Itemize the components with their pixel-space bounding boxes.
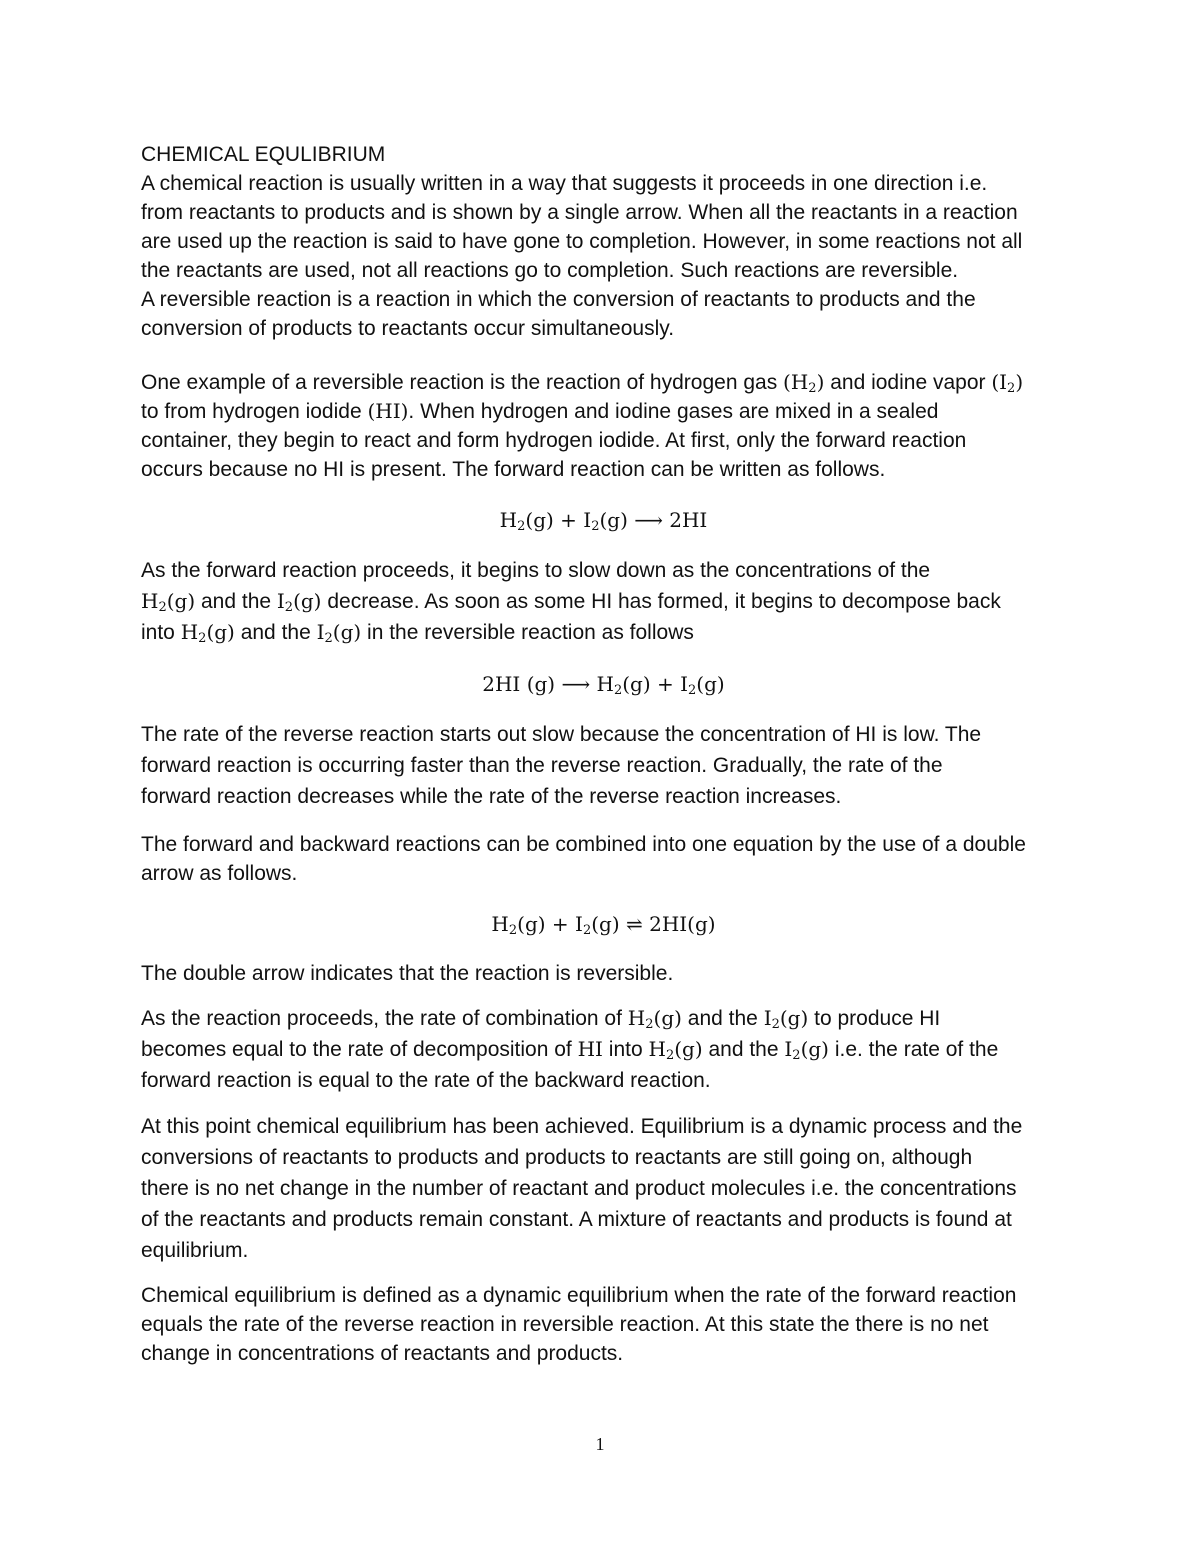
equation-equilibrium	[141, 910, 1066, 939]
paragraph-achieved	[141, 1111, 1066, 1266]
math-run: H	[491, 912, 509, 936]
math-run: H	[180, 620, 199, 644]
text-line	[141, 617, 1066, 648]
math-run: I	[680, 672, 689, 696]
math-run: (I	[991, 370, 1008, 394]
text-line: occurs because no HI is present. The forward reaction can be written as follows.	[141, 458, 886, 481]
text-line: the reactants are used, not all reactions go to completion. Such reactions are reversible.	[141, 259, 959, 282]
text-run: in the reversible reaction as follows	[361, 621, 694, 644]
subscript: 2	[688, 683, 697, 698]
text-line: change in concentrations of reactants and products.	[141, 1342, 624, 1365]
math-hi: HI	[577, 1037, 603, 1061]
math-run: (g)	[653, 1006, 682, 1030]
page-title: CHEMICAL EQULIBRIUM	[141, 143, 386, 166]
text-line	[141, 397, 1066, 426]
math-run: I	[316, 620, 325, 644]
text-line: forward reaction is occurring faster than the reverse reaction. Gradually, the rate of the	[141, 754, 943, 777]
subscript: 2	[517, 519, 526, 534]
math-i2g	[317, 620, 362, 644]
text-run: into	[602, 1038, 649, 1061]
math-run: (g) +	[525, 508, 584, 532]
subscript: 2	[582, 923, 592, 938]
math-run: I	[575, 912, 583, 936]
document-page	[141, 140, 1066, 1368]
subscript: 2	[158, 600, 167, 615]
math-run: (g)	[696, 672, 725, 696]
text-line: arrow as follows.	[141, 862, 298, 885]
math-h2g	[181, 620, 235, 644]
math-i2	[991, 370, 1023, 394]
paragraph-forward	[141, 555, 1066, 648]
text-run: and the	[702, 1038, 785, 1061]
math-run: )	[816, 370, 825, 394]
math-i2g	[764, 1006, 809, 1030]
math-i2g	[277, 589, 322, 613]
math-run: I	[583, 508, 592, 532]
paragraph-proceeds	[141, 1003, 1066, 1096]
paragraph-combined	[141, 830, 1066, 888]
text-line: are used up the reaction is said to have gone to completion. However, in some reactions not all	[141, 230, 1023, 253]
text-line: conversions of reactants to products and products to reactants are still going on, although	[141, 1146, 973, 1169]
paragraph-example	[141, 368, 1066, 484]
subscript: 2	[645, 1017, 654, 1032]
math-run: 2HI (g) ⟶ H	[482, 672, 614, 696]
math-run: H	[141, 589, 159, 613]
text-run: and iodine vapor	[824, 371, 992, 394]
math-run: H	[627, 1006, 646, 1030]
math-run: H	[499, 508, 518, 532]
text-line: At this point chemical equilibrium has been achieved. Equilibrium is a dynamic process and the	[141, 1115, 1023, 1138]
text-line: The forward and backward reactions can be combined into one equation by the use of a double	[141, 833, 1026, 856]
text-line: equals the rate of the reverse reaction in reversible reaction. At this state the there is no net	[141, 1313, 989, 1336]
subscript: 2	[771, 1017, 780, 1032]
math-run: (g)	[674, 1037, 703, 1061]
text-line	[141, 1003, 1066, 1034]
paragraph-double-arrow: The double arrow indicates that the reaction is reversible.	[141, 962, 674, 985]
text-line: there is no net change in the number of reactant and product molecules i.e. the concentrations	[141, 1177, 1017, 1200]
text-line: Chemical equilibrium is defined as a dynamic equilibrium when the rate of the forward reaction	[141, 1284, 1017, 1307]
text-line: from reactants to products and is shown by a single arrow. When all the reactants in a reaction	[141, 201, 1018, 224]
equation-forward	[141, 506, 1066, 535]
page-number: 1	[595, 1434, 605, 1454]
text-run: As the reaction proceeds, the rate of combination of	[141, 1007, 628, 1030]
subscript: 2	[1007, 381, 1016, 396]
subscript: 2	[665, 1048, 675, 1063]
text-line	[141, 1034, 1066, 1065]
subscript: 2	[198, 631, 207, 646]
math-h2	[783, 370, 824, 394]
text-line: conversion of products to reactants occur simultaneously.	[141, 317, 675, 340]
text-run: and the	[681, 1007, 764, 1030]
subscript: 2	[508, 923, 518, 938]
text-line: A chemical reaction is usually written in a way that suggests it proceeds in one direction i.e.	[141, 172, 988, 195]
math-run: )	[1015, 370, 1024, 394]
equation-reverse	[141, 670, 1066, 699]
text-run: and the	[195, 590, 277, 613]
text-run: becomes equal to the rate of decomposition of	[141, 1038, 578, 1061]
math-h2g	[141, 589, 195, 613]
math-run: (H	[783, 370, 809, 394]
math-run: I	[276, 589, 285, 613]
math-run: (g)	[779, 1006, 809, 1030]
subscript: 2	[613, 683, 623, 698]
math-run: (g)	[800, 1037, 829, 1061]
math-i2g	[784, 1037, 829, 1061]
text-run: decrease. As soon as some HI has formed, it begins to decompose back	[321, 590, 1001, 613]
paragraph-intro	[141, 169, 1066, 343]
subscript: 2	[808, 381, 817, 396]
text-line: of the reactants and products remain constant. A mixture of reactants and products is found at	[141, 1208, 1012, 1231]
math-h2g	[648, 1037, 702, 1061]
text-line: equilibrium.	[141, 1239, 249, 1262]
text-line: container, they begin to react and form hydrogen iodide. At first, only the forward reaction	[141, 429, 967, 452]
math-run: (g)	[166, 589, 196, 613]
text-line: forward reaction is equal to the rate of the backward reaction.	[141, 1069, 711, 1092]
subscript: 2	[324, 631, 333, 646]
math-run: I	[784, 1037, 793, 1061]
text-run: into	[141, 621, 181, 644]
text-line	[141, 368, 1066, 397]
text-run: i.e. the rate of the	[828, 1038, 999, 1061]
math-run: (g)	[332, 620, 362, 644]
subscript: 2	[792, 1048, 801, 1063]
text-line: The rate of the reverse reaction starts out slow because the concentration of HI is low. The	[141, 723, 982, 746]
text-line	[141, 586, 1066, 617]
text-line: A reversible reaction is a reaction in which the conversion of reactants to products and the	[141, 288, 976, 311]
math-run: H	[648, 1037, 666, 1061]
math-run: (g) +	[622, 672, 681, 696]
text-run: . When hydrogen and iodine gases are mixed in a sealed	[408, 400, 939, 423]
math-h2g	[628, 1006, 682, 1030]
text-run: and the	[234, 621, 317, 644]
math-run: (g) ⇌ 2HI(g)	[591, 912, 716, 936]
paragraph-rates	[141, 719, 1066, 812]
math-run: (g) ⟶ 2HI	[599, 508, 708, 532]
subscript: 2	[591, 519, 600, 534]
text-line: forward reaction decreases while the rate of the reverse reaction increases.	[141, 785, 842, 808]
subscript: 2	[284, 600, 294, 615]
text-line: As the forward reaction proceeds, it begins to slow down as the concentrations of the	[141, 559, 931, 582]
math-hi: (HI)	[367, 399, 409, 423]
paragraph-definition	[141, 1281, 1066, 1368]
math-run: I	[763, 1006, 772, 1030]
math-run: (g)	[293, 589, 322, 613]
text-run: to produce HI	[808, 1007, 941, 1030]
math-run: (g)	[206, 620, 235, 644]
text-run: to from hydrogen iodide	[141, 400, 368, 423]
math-run: (g) +	[517, 912, 576, 936]
text-run: One example of a reversible reaction is the reaction of hydrogen gas	[141, 371, 784, 394]
